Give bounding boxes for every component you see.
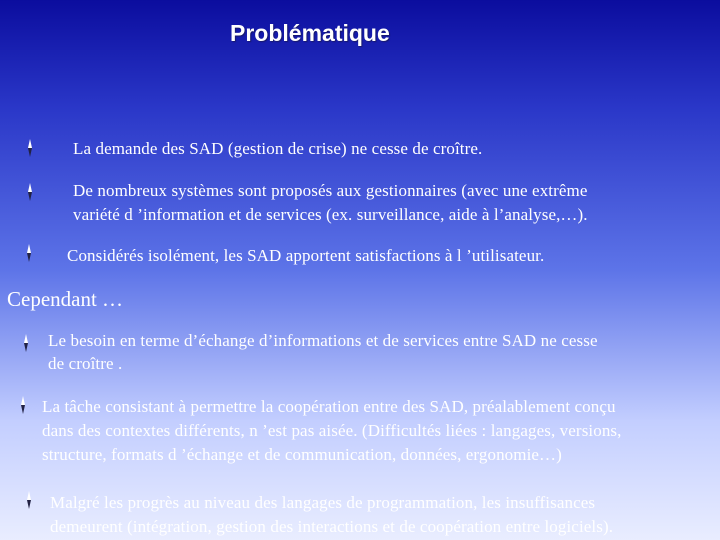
bullet-text-line: De nombreux systèmes sont proposés aux gestionnaires (avec une extrême: [73, 181, 588, 200]
diamond-bullet-icon: [20, 182, 40, 202]
diamond-bullet-icon: [20, 138, 40, 158]
diamond-bullet-icon: [19, 490, 39, 510]
bullet-text-line: de croître .: [48, 354, 123, 373]
slide-title: Problématique: [230, 20, 390, 46]
diamond-bullet-icon: [13, 395, 33, 415]
bullet-text-line: dans des contextes différents, n ’est pas aisée. (Difficultés liées : langages, versions,: [42, 421, 622, 440]
bullet-text-line: Le besoin en terme d’échange d’informations et de services entre SAD ne cesse: [48, 331, 598, 350]
bullet-text-line: La tâche consistant à permettre la coopération entre des SAD, préalablement conçu: [42, 397, 616, 416]
bullet-text-line: Considérés isolément, les SAD apportent satisfactions à l ’utilisateur.: [67, 246, 545, 265]
bullet-text-line: demeurent (intégration, gestion des interactions et de coopération entre logiciels).: [50, 517, 614, 536]
section-subheading: Cependant …: [7, 287, 124, 311]
bullet-text-line: La demande des SAD (gestion de crise) ne cesse de croître.: [73, 139, 483, 158]
diamond-bullet-icon: [16, 333, 36, 353]
bullet-text-line: structure, formats d ’échange et de communication, données, ergonomie…): [42, 445, 562, 464]
bullet-text-line: Malgré les progrès au niveau des langages de programmation, les insuffisances: [50, 493, 596, 512]
diamond-bullet-icon: [19, 243, 39, 263]
bullet-text-line: variété d ’information et de services (ex. surveillance, aide à l’analyse,…).: [73, 205, 588, 224]
